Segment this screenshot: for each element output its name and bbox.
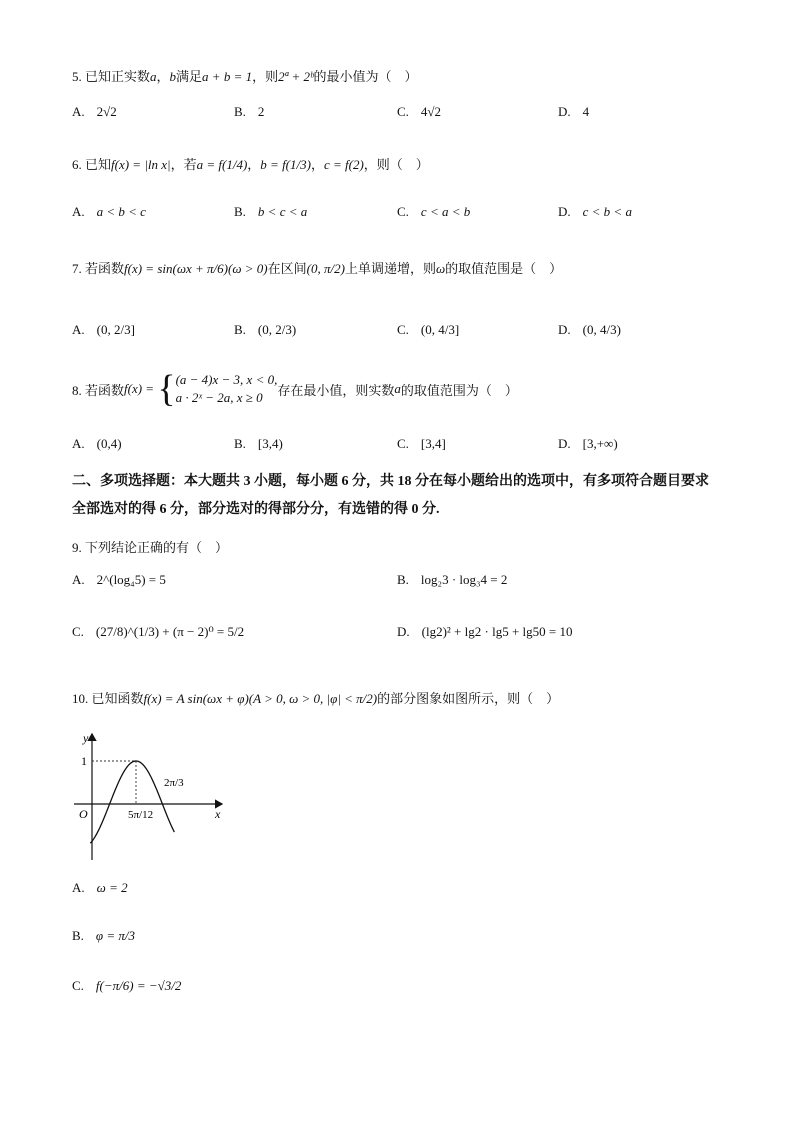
piecewise-brace: { — [157, 368, 176, 410]
q7-function: f(x) = sin(ωx + π/6)(ω > 0) — [124, 261, 268, 276]
q5-option-c[interactable]: C. 4√2 — [397, 104, 442, 119]
q10-option-b[interactable]: B. φ = π/3 — [72, 928, 136, 943]
q7-option-b[interactable]: B. (0, 2/3) — [234, 322, 297, 337]
q7-option-d[interactable]: D. (0, 4/3) — [558, 322, 621, 337]
tick-5pi-12: 5π/12 — [128, 809, 154, 821]
q7-interval: (0, π/2) — [306, 261, 345, 276]
q5-condition: a + b = 1 — [202, 69, 253, 84]
question-5-stem: 5. 已知正实数a，b满足a + b = 1，则2ª + 2ᵇ的最小值为（ ） — [72, 69, 418, 84]
origin-label: O — [79, 807, 88, 821]
max-value-label: 1 — [81, 754, 87, 768]
q8-option-b[interactable]: B. [3,4) — [234, 436, 283, 451]
q6-option-d[interactable]: D. c < b < a — [558, 204, 632, 219]
q9-option-b[interactable]: B. log₂3 · log₃4 = 2 — [397, 572, 508, 587]
q5-expression: 2ª + 2ᵇ — [278, 69, 314, 84]
sine-curve — [90, 761, 174, 843]
q6-option-a[interactable]: A. a < b < c — [72, 204, 146, 219]
q9-option-a[interactable]: A. 2^(log₄5) = 5 — [72, 572, 166, 587]
question-7-stem: 7. 若函数f(x) = sin(ωx + π/6)(ω > 0)在区间(0, π/2)上单调递增，则ω的取值范围是（ ） — [72, 261, 563, 276]
q9-option-c[interactable]: C. (27/8)^(1/3) + (π − 2)⁰ = 5/2 — [72, 624, 245, 639]
q8-option-c[interactable]: C. [3,4] — [397, 436, 446, 451]
q8-option-d[interactable]: D. [3,+∞) — [558, 436, 618, 451]
question-10-stem: 10. 已知函数f(x) = A sin(ωx + φ)(A > 0, ω > 0, |φ| < π/2)的部分图象如图所示，则（ ） — [72, 691, 560, 706]
q6-option-b[interactable]: B. b < c < a — [234, 204, 308, 219]
q10-option-c[interactable]: C. f(−π/6) = −√3/2 — [72, 978, 182, 993]
q5-option-b[interactable]: B. 2 — [234, 104, 265, 119]
q5-option-d[interactable]: D. 4 — [558, 104, 590, 119]
y-axis-label: y — [83, 731, 89, 745]
question-9-stem: 9. 下列结论正确的有（ ） — [72, 540, 229, 555]
q6-function: f(x) = |ln x| — [111, 157, 171, 172]
q9-option-d[interactable]: D. (lg2)² + lg2 · lg5 + lg50 = 10 — [397, 624, 573, 639]
q10-option-a[interactable]: A. ω = 2 — [72, 880, 128, 895]
question-6-stem: 6. 已知f(x) = |ln x|，若a = f(1/4)，b = f(1/3)，c = f(2)，则（ ） — [72, 157, 429, 172]
sine-graph — [70, 728, 230, 868]
q10-function: f(x) = A sin(ωx + φ) — [143, 691, 249, 706]
q6-a-definition: a = f(1/4) — [196, 157, 248, 172]
question-8-stem: 8. 若函数 f(x) = { (a − 4)x − 3, x < 0, a · 2ˣ − 2a, x ≥ 0 存在最小值，则实数 a 的取值范围为（ ） — [72, 368, 518, 410]
q8-piecewise: (a − 4)x − 3, x < 0, a · 2ˣ − 2a, x ≥ 0 — [175, 372, 278, 405]
q10-condition: (A > 0, ω > 0, |φ| < π/2) — [248, 691, 378, 706]
q6-option-c[interactable]: C. c < a < b — [397, 204, 471, 219]
section-2-heading: 二、多项选择题：本大题共 3 小题，每小题 6 分，共 18 分在每小题给出的选项中，有多项符合题目要求全部选对的得 6 分，部分选对的得部分分，有选错的得 0 分. — [72, 474, 709, 517]
q6-c-definition: c = f(2) — [323, 157, 364, 172]
q5-option-a[interactable]: A. 2√2 — [72, 104, 117, 119]
q8-option-a[interactable]: A. (0,4) — [72, 436, 122, 451]
x-axis-label: x — [215, 807, 221, 821]
q7-option-c[interactable]: C. (0, 4/3] — [397, 322, 460, 337]
q7-option-a[interactable]: A. (0, 2/3] — [72, 322, 135, 337]
q6-b-definition: b = f(1/3) — [260, 157, 311, 172]
tick-2pi-3: 2π/3 — [164, 777, 184, 789]
